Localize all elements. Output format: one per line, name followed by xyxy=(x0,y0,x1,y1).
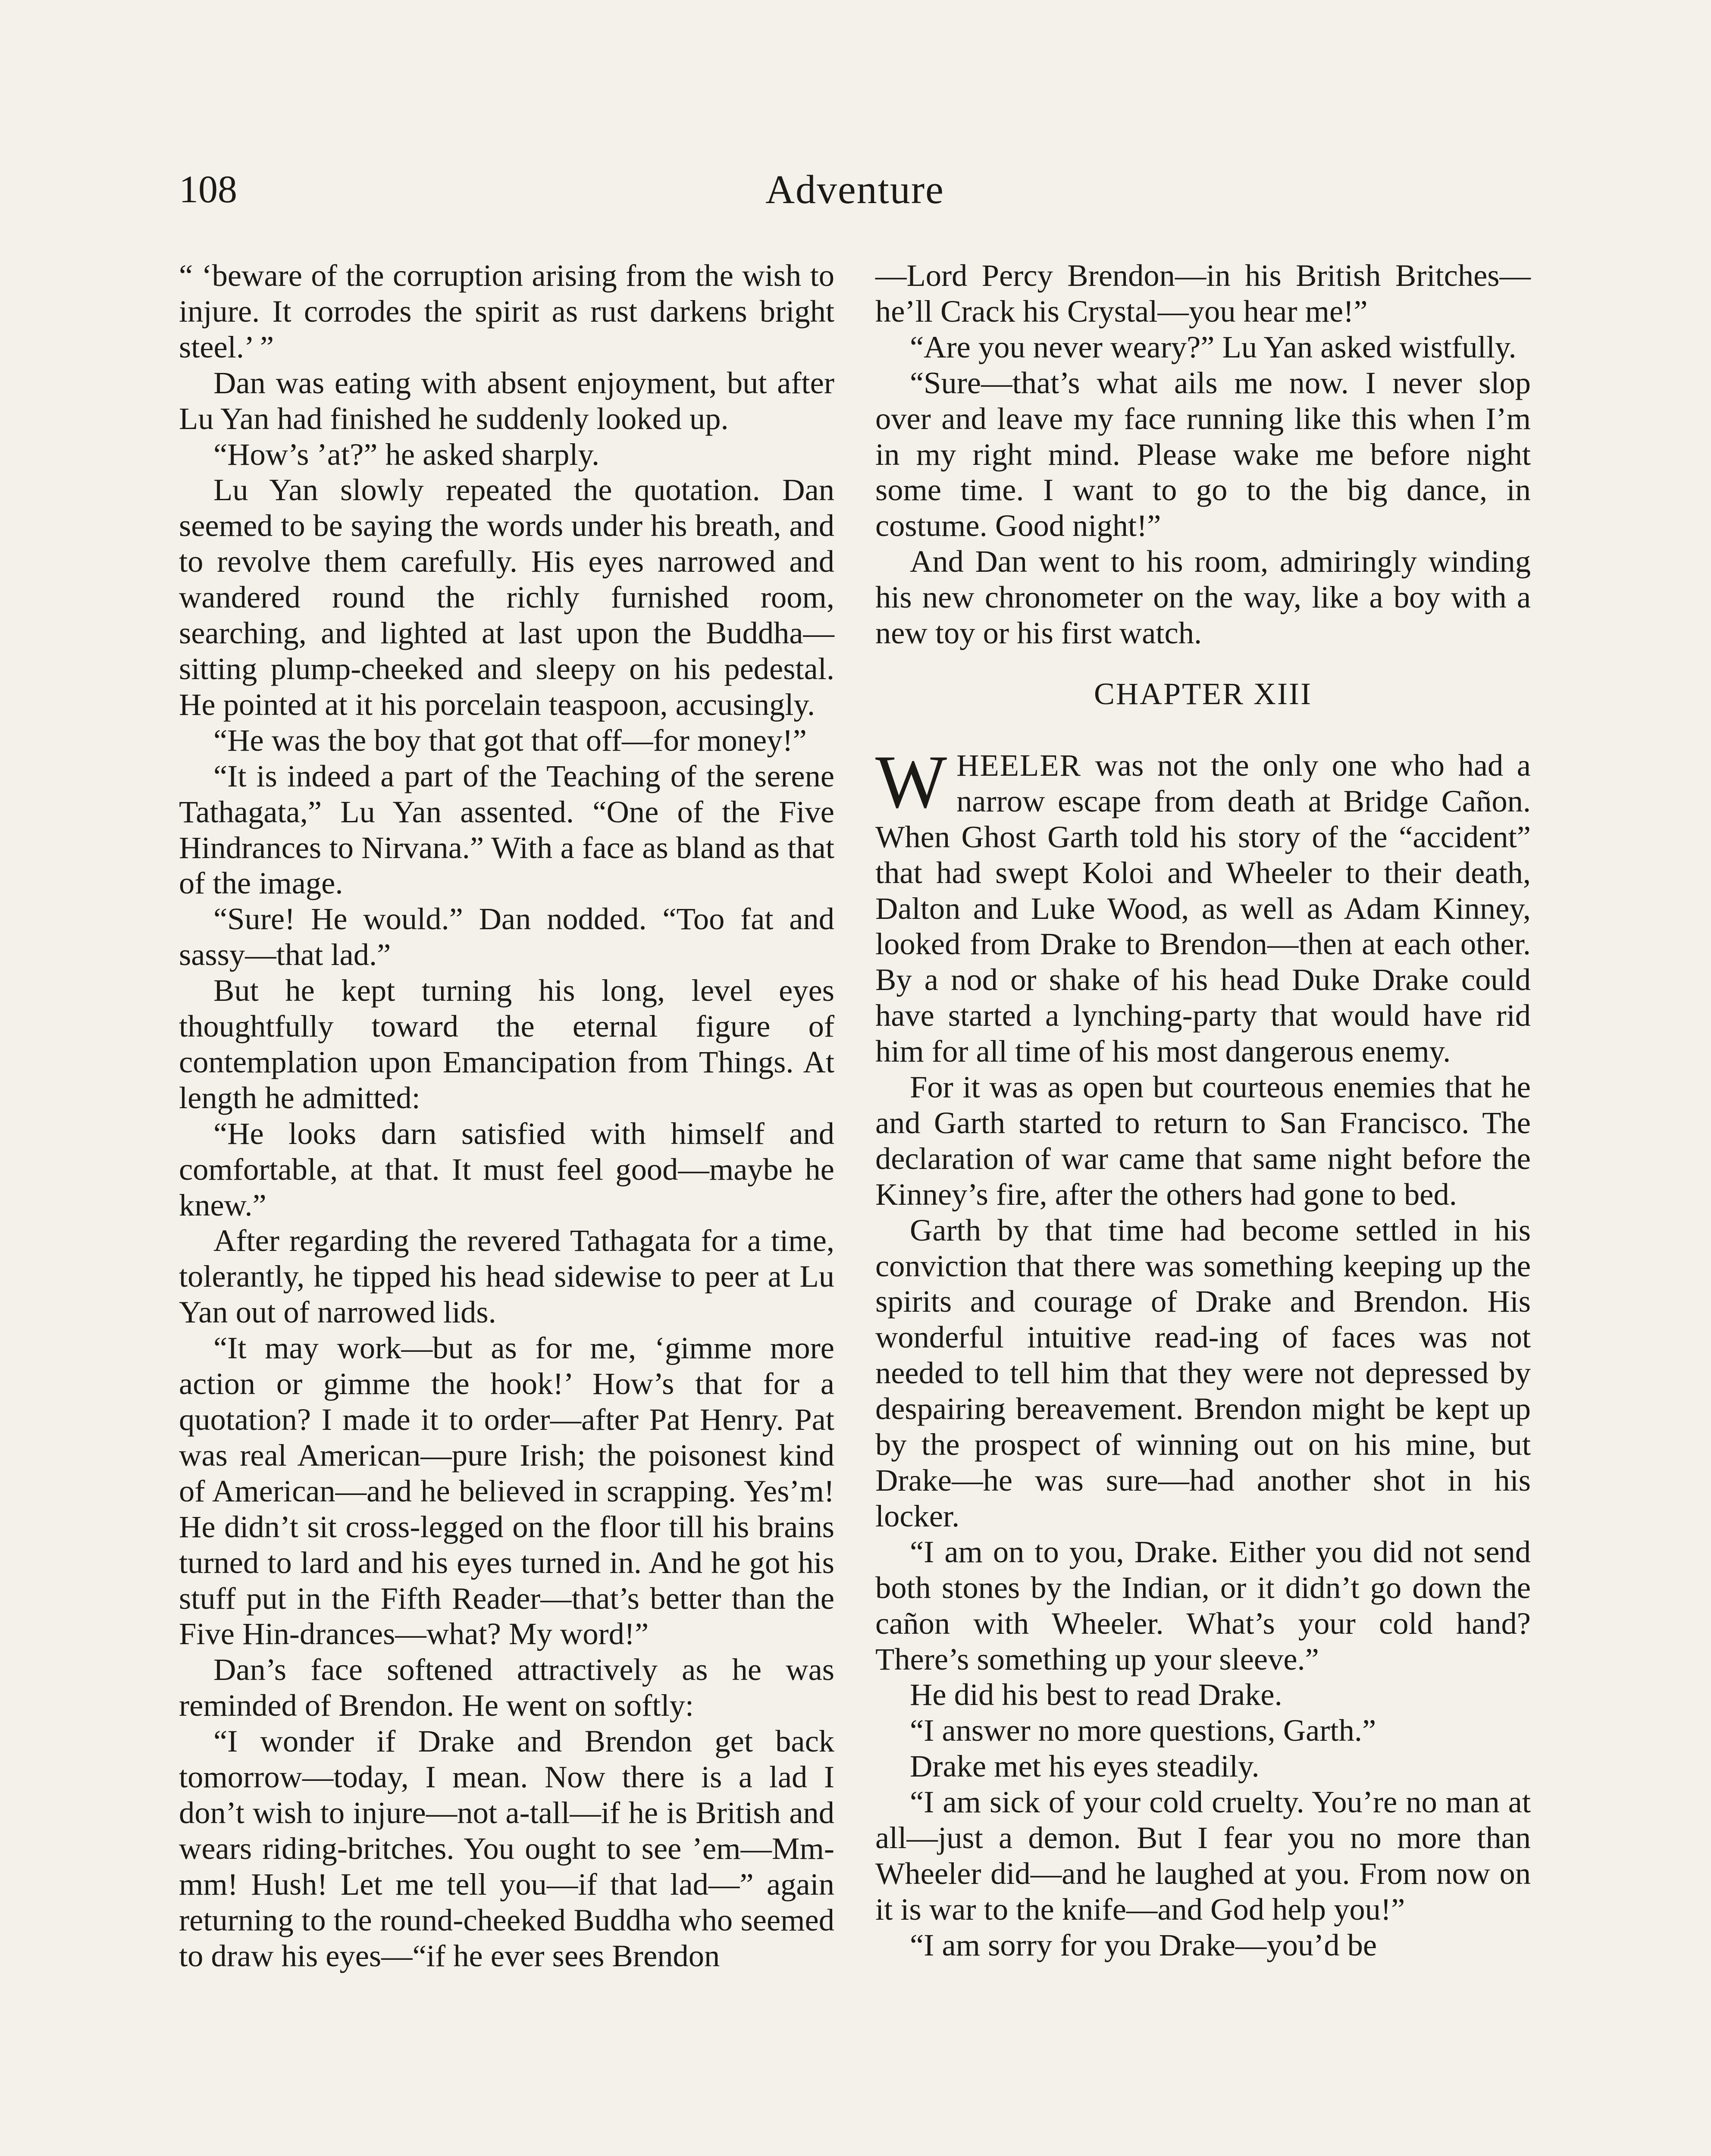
paragraph: “It is indeed a part of the Teaching of the serene Tathagata,” Lu Yan assented. “One of the Five Hindrances to Nirvana.” With a face as bland as that of the image. xyxy=(179,758,834,901)
paragraph: “Sure! He would.” Dan nodded. “Too fat and sassy—that lad.” xyxy=(179,901,834,972)
paragraph: Drake met his eyes steadily. xyxy=(910,1749,1260,1784)
paragraph: “I am sorry for you Drake—you’d be xyxy=(910,1927,1377,1962)
chapter-heading: CHAPTER XIII xyxy=(1094,676,1312,711)
opening-small-caps: HEELER xyxy=(956,747,1081,783)
left-text-column xyxy=(179,258,834,1974)
paragraph: Lu Yan slowly repeated the quotation. Dan seemed to be saying the words under his breath, and to revolve them carefully. His eyes narrowed and wandered round the richly furnished room, searching, and lighted at last upon the Buddha—sitting plump-cheeked and sleepy on his pedestal. He pointed at it his porcelain teaspoon, accusingly. xyxy=(179,472,834,722)
paragraph: “I answer no more questions, Garth.” xyxy=(910,1713,1376,1748)
paragraph: “Are you never weary?” Lu Yan asked wistfully. xyxy=(910,329,1517,364)
opening-text: was not the only one who had a narrow escape from death at Bridge Cañon. When Ghost Garth told his story of the “accident” that had swept Koloi and Wheeler to their death, Dalton and Luke Wood, as well as Adam Kinney, looked from Drake to Brendon—then at each other. By a nod or shake of his head Duke Drake could have started a lynching-party that would have rid him for all time of his most dangerous enemy. xyxy=(875,747,1531,1069)
paragraph: “It may work—but as for me, ‘gimme more action or gimme the hook!’ How’s that for a quotation? I made it to order—after Pat Henry. Pat was real American—pure Irish; the poisonest kind of American—and he believed in scrapping. Yes’m! He didn’t sit cross-legged on the floor till his brains turned to lard and his eyes turned in. And he got his stuff put in the Fifth Reader—that’s better than the Five Hin-drances—what? My word!” xyxy=(179,1330,834,1651)
paragraph: “ ‘beware of the corruption arising from the wish to injure. It corrodes the spirit as rust darkens bright steel.’ ” xyxy=(179,258,834,364)
right-text-column xyxy=(875,258,1531,1963)
paragraph: “I am on to you, Drake. Either you did not send both stones by the Indian, or it didn’t go down the cañon with Wheeler. What’s your cold hand? There’s something up your sleeve.” xyxy=(875,1534,1531,1677)
magazine-title: Adventure xyxy=(765,167,944,212)
paragraph: After regarding the revered Tathagata for a time, tolerantly, he tipped his head sidewise to peer at Lu Yan out of narrowed lids. xyxy=(179,1223,834,1330)
paragraph: Garth by that time had become settled in his conviction that there was something keeping up the spirits and courage of Drake and Brendon. His wonderful intuitive read-ing of faces was not needed to tell him that they were not depressed by despairing bereavement. Brendon might be kept up by the prospect of winning out on his mine, but Drake—he was sure—had another shot in his locker. xyxy=(875,1212,1531,1533)
right-column-continuation xyxy=(875,258,1531,651)
paragraph: But he kept turning his long, level eyes thoughtfully toward the eternal figure of contemplation upon Emancipation from Things. At length he admitted: xyxy=(179,973,834,1115)
paragraph: “He looks darn satisfied with himself and comfortable, at that. It must feel good—maybe he knew.” xyxy=(179,1116,834,1222)
paragraph: “He was the boy that got that off—for money!” xyxy=(213,722,807,758)
paragraph: And Dan went to his room, admiringly winding his new chronometer on the way, like a boy with a new toy or his first watch. xyxy=(875,544,1531,651)
paragraph: He did his best to read Drake. xyxy=(910,1677,1282,1712)
paragraph: Dan was eating with absent enjoyment, but after Lu Yan had finished he suddenly looked up. xyxy=(179,365,834,436)
chapter-body xyxy=(875,1069,1531,1963)
paragraph: Dan’s face softened attractively as he was reminded of Brendon. He went on softly: xyxy=(179,1652,834,1723)
running-head xyxy=(179,162,1531,218)
page-number: 108 xyxy=(179,168,237,211)
paragraph: “How’s ’at?” he asked sharply. xyxy=(213,436,600,472)
paragraph: —Lord Percy Brendon—in his British Britches—he’ll Crack his Crystal—you hear me!” xyxy=(875,258,1531,329)
paragraph: “I am sick of your cold cruelty. You’re no man at all—just a demon. But I fear you no more than Wheeler did—and he laughed at you. From now on it is war to the knife—and God help you!” xyxy=(875,1784,1531,1927)
paragraph: For it was as open but courteous enemies that he and Garth started to return to San Francisco. The declaration of war came that same night before the Kinney’s fire, after the others had gone to bed. xyxy=(875,1069,1531,1212)
paragraph: “I wonder if Drake and Brendon get back tomorrow—today, I mean. Now there is a lad I don’t wish to injure—not a-tall—if he is British and wears riding-britches. You ought to see ’em—Mm-mm! Hush! Let me tell you—if that lad—” again returning to the round-cheeked Buddha who seemed to draw his eyes—“if he ever sees Brendon xyxy=(179,1724,834,1973)
paragraph: “Sure—that’s what ails me now. I never slop over and leave my face running like this when I’m in my right mind. Please wake me before night some time. I want to go to the big dance, in costume. Good night!” xyxy=(875,365,1531,543)
chapter-opening-paragraph xyxy=(875,740,1531,1069)
drop-cap: W xyxy=(875,740,947,824)
